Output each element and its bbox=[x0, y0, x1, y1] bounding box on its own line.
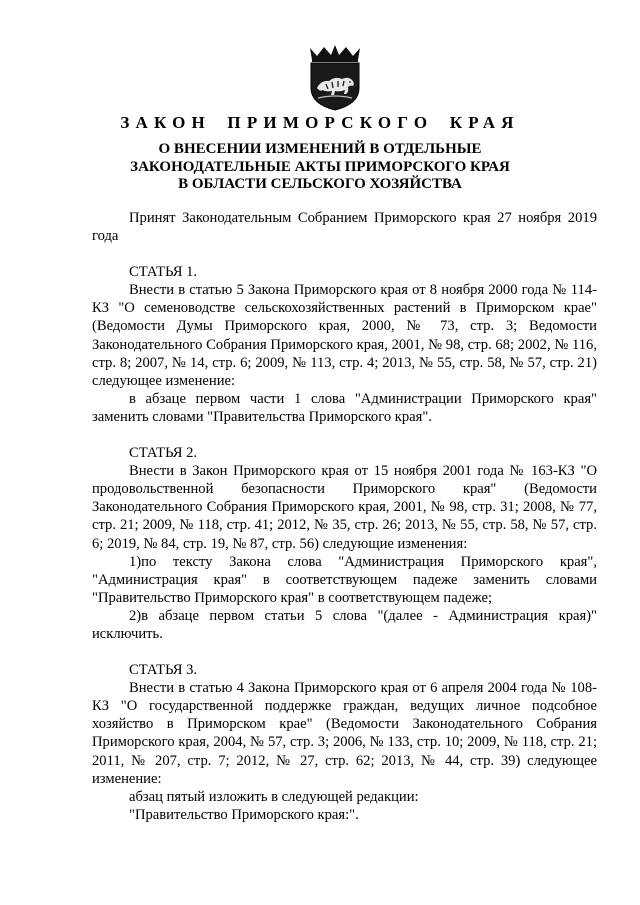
article-3-paragraph: абзац пятый изложить в следующей редакции: bbox=[129, 788, 419, 805]
article-1-heading: СТАТЬЯ 1. bbox=[129, 264, 198, 281]
law-title: ЗАКОН ПРИМОРСКОГО КРАЯ bbox=[120, 113, 520, 132]
article-2-paragraph: Внести в Закон Приморского края от 15 ноября 2001 года № 163-КЗ "О продовольственной безопасности Приморского края" (Ведомости Законодательного Собрания Приморского края, 2001, № 98, стр. 31; 2008, № 77, стр. 21; 2009, № 118, стр. 41; 2012, № 35, стр. 26; 2013, № 55, стр. 58, № 57, стр. 6; 2019, № 84, стр. 19, № 87, стр. 56) следующие изменения: bbox=[92, 463, 597, 552]
article-3-heading: СТАТЬЯ 3. bbox=[129, 662, 198, 679]
article-2-paragraph: 2)в абзаце первом статьи 5 слова "(далее - Администрация края)" исключить. bbox=[92, 607, 597, 642]
subtitle-line: В ОБЛАСТИ СЕЛЬСКОГО ХОЗЯЙСТВА bbox=[178, 176, 462, 192]
law-body bbox=[92, 209, 597, 824]
article-2-heading: СТАТЬЯ 2. bbox=[129, 445, 198, 462]
subtitle-line: О ВНЕСЕНИИ ИЗМЕНЕНИЙ В ОТДЕЛЬНЫЕ bbox=[158, 141, 482, 157]
adoption-statement: Принят Законодательным Собранием Приморского края 27 ноября 2019 года bbox=[92, 210, 597, 245]
article-1-paragraph: в абзаце первом части 1 слова "Администрации Приморского края" заменить словами "Правительства Приморского края". bbox=[92, 390, 597, 425]
article-3-paragraph: "Правительство Приморского края:". bbox=[129, 806, 359, 823]
article-2-paragraph: 1)по тексту Закона слова "Администрация Приморского края", "Администрация края" в соответствующем падеже заменить словами "Правительство Приморского края" в соответствующем падеже; bbox=[92, 553, 597, 606]
article-3-paragraph: Внести в статью 4 Закона Приморского края от 6 апреля 2004 года № 108-КЗ "О государственной поддержке граждан, ведущих личное подсобное хозяйство в Приморском крае" (Ведомости Законодательного Собрания Приморского края, 2004, № 57, стр. 3; 2006, № 133, стр. 10; 2009, № 118, стр. 21; 2011, № 207, стр. 7; 2012, № 27, стр. 62; 2013, № 44, стр. 39) следующее изменение: bbox=[92, 680, 597, 787]
coat-of-arms-icon bbox=[304, 42, 366, 112]
subtitle-line: ЗАКОНОДАТЕЛЬНЫЕ АКТЫ ПРИМОРСКОГО КРАЯ bbox=[130, 158, 510, 175]
law-subtitle bbox=[0, 141, 640, 194]
article-1-paragraph: Внести в статью 5 Закона Приморского края от 8 ноября 2000 года № 114-КЗ "О семеноводстве сельскохозяйственных растений в Приморском крае" (Ведомости Думы Приморского края, 2000, № 73, стр. 3; Ведомости Законодательного Собрания Приморского края, 2001, № 98, стр. 68; 2002, № 116, стр. 8; 2007, № 14, стр. 6; 2009, № 113, стр. 4; 2013, № 55, стр. 58, № 57, стр. 21) следующее изменение: bbox=[92, 282, 597, 389]
